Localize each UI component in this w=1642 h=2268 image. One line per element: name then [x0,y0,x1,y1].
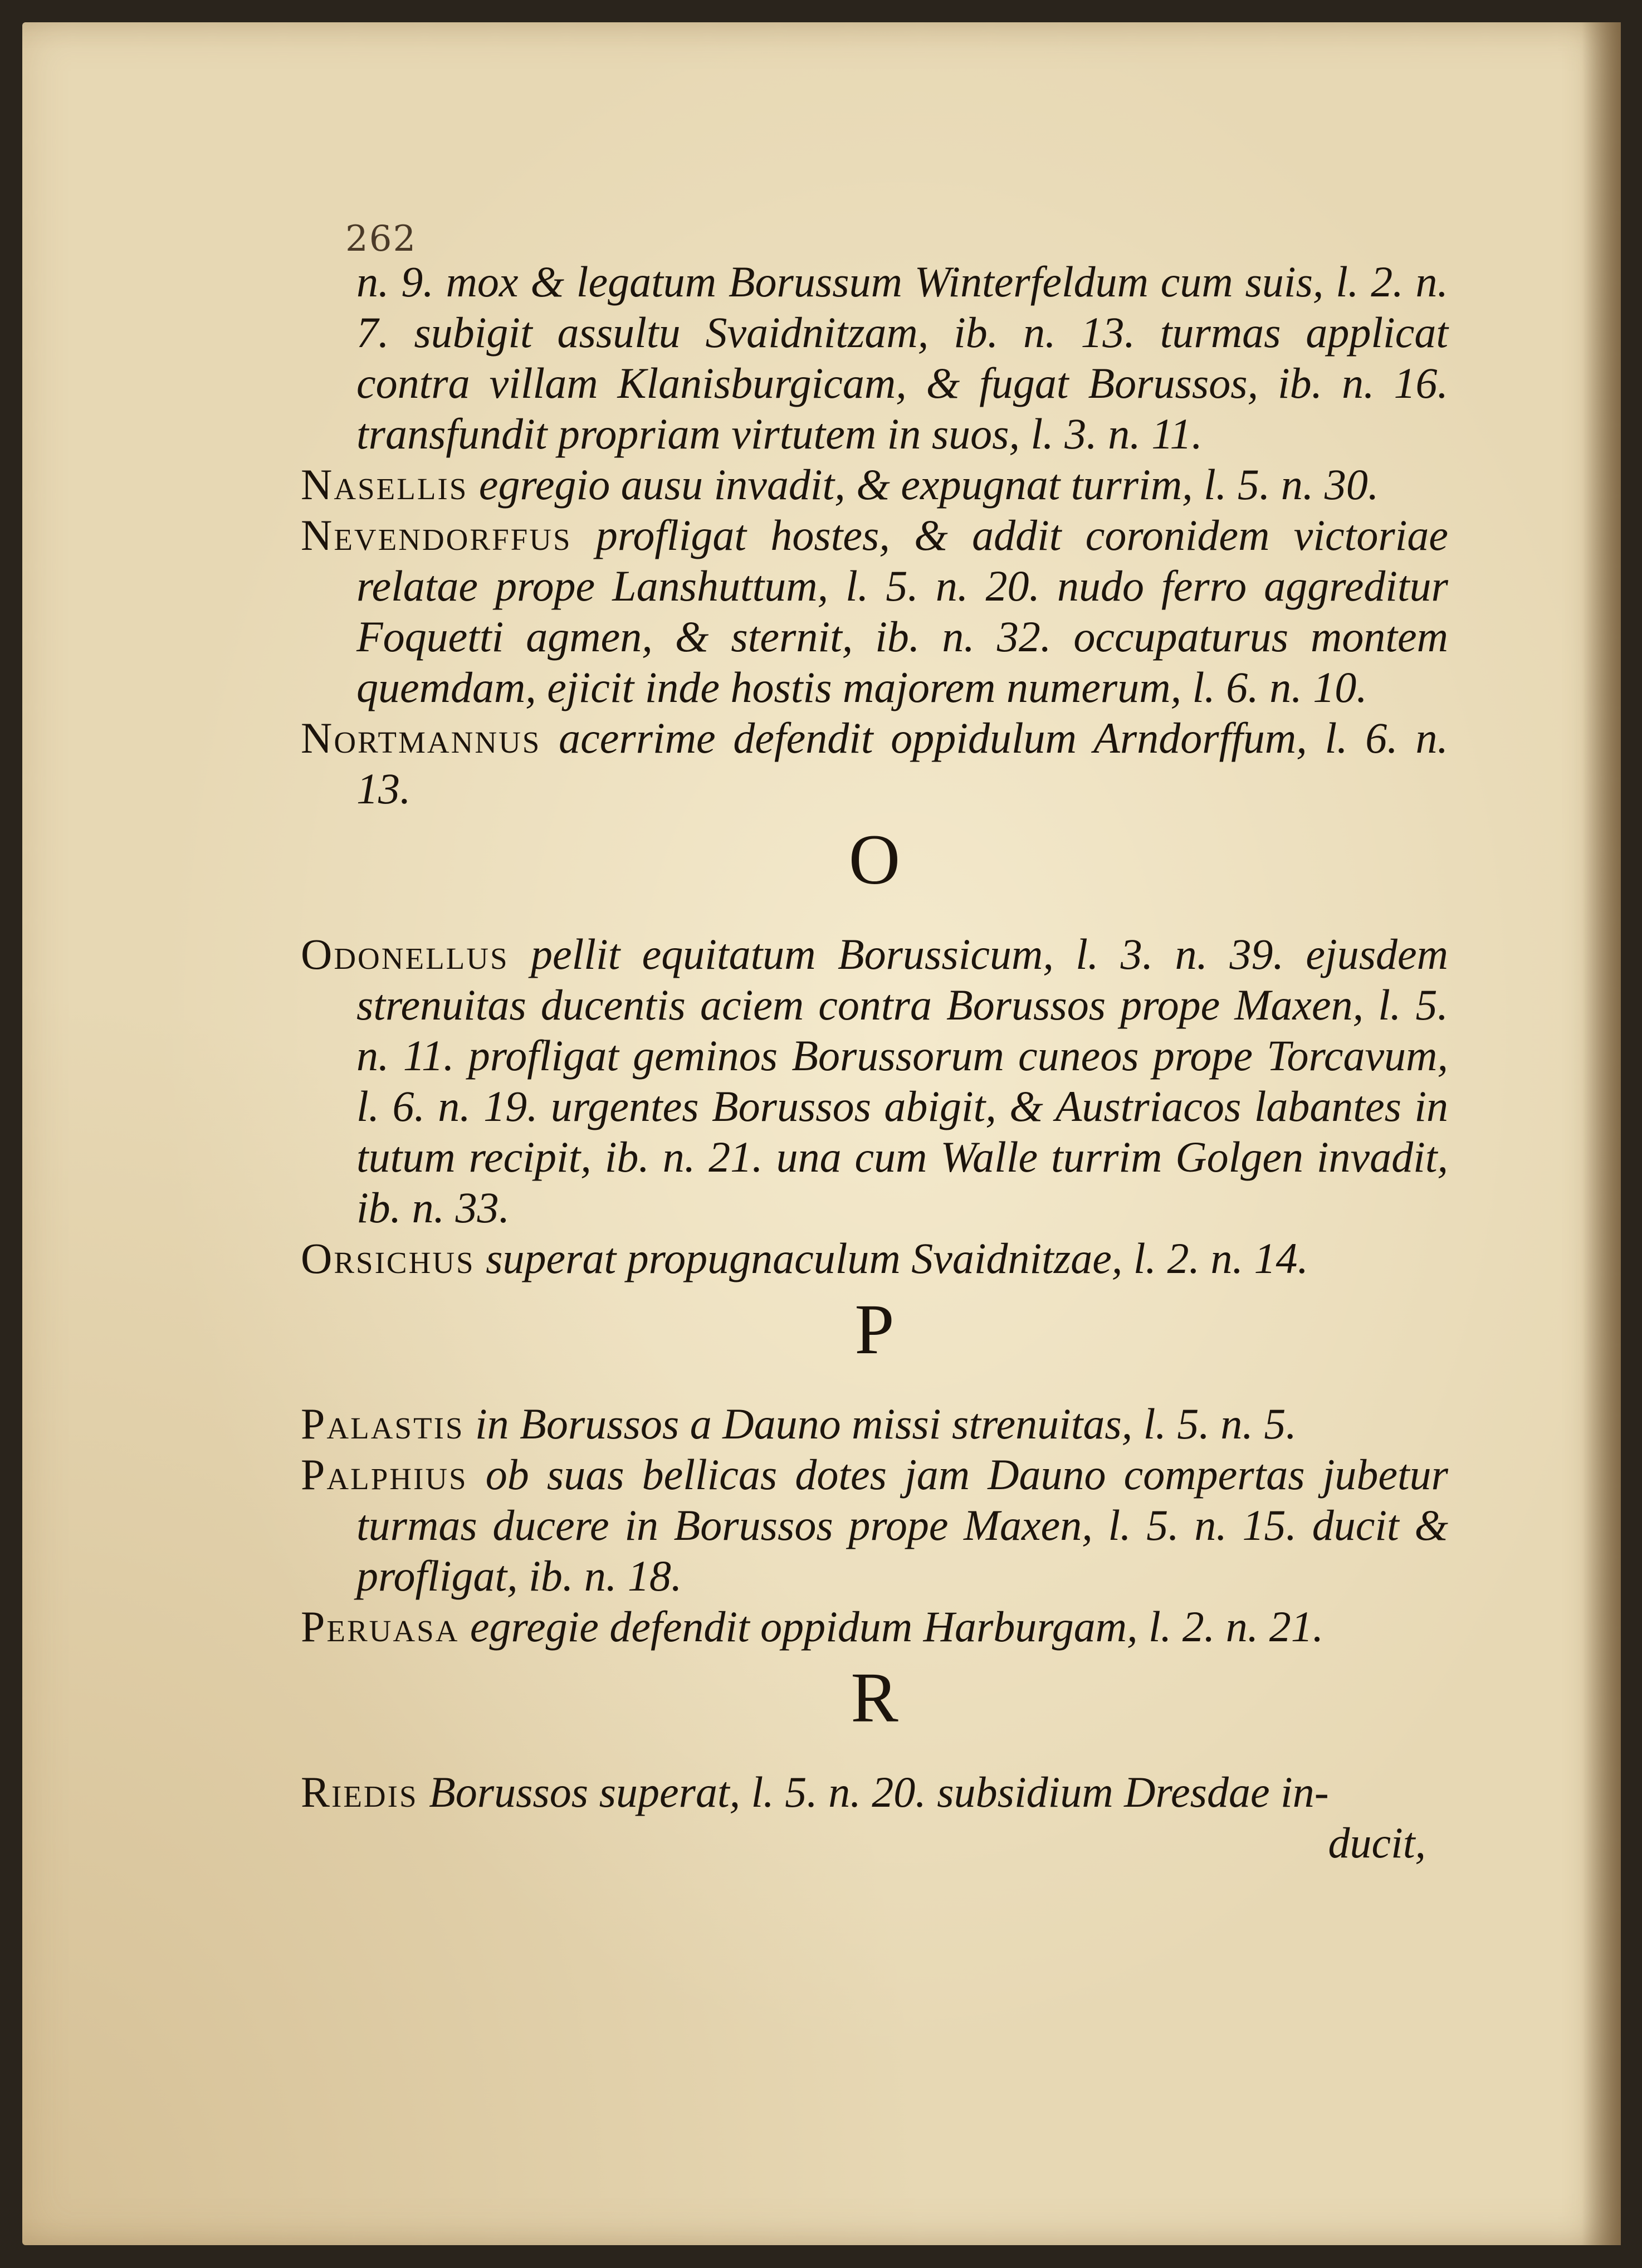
index-entry-orsichus [301,1233,1448,1284]
index-entry-palphius [301,1449,1448,1601]
section-letter-r: R [851,1658,898,1737]
entry-text: Borussos superat, l. 5. n. 20. subsidium Dresdae in- [429,1768,1329,1816]
index-text [301,256,1448,1868]
index-entry-nortmannus [301,713,1448,814]
page-number: 262 [345,218,417,260]
entry-name: Palastis [301,1399,465,1448]
page-gutter-shadow [1582,22,1621,2245]
index-entry-palastis [301,1398,1448,1449]
entry-text: in Borussos a Dauno missi strenuitas, l. 5. n. 5. [475,1399,1297,1448]
section-letter-p: P [854,1290,895,1369]
index-entry-odonellus [301,929,1448,1233]
index-entry-peruasa [301,1601,1448,1652]
entry-text: ob suas bellicas dotes jam Dauno compertas jubetur turmas ducere in Borussos prope Maxen, l. 5. n. 15. ducit & profligat, ib. n. 18. [356,1450,1449,1600]
entry-text: profligat hostes, & addit coronidem victoriae relatae prope Lanshuttum, l. 5. n. 20. nudo ferro aggreditur Foquetti agmen, & sternit, ib. n. 32. occupaturus montem quemdam, ejicit inde hostis majorem numerum, l. 6. n. 10. [356,511,1448,711]
entry-text: pellit equitatum Borussicum, l. 3. n. 39. ejusdem strenuitas ducentis aciem contra Borussos prope Maxen, l. 5. n. 11. profligat geminos Borussorum cuneos prope Torcavum, l. 6. n. 19. urgentes Borussos abigit, & Austriacos labantes in tutum recipit, ib. n. 21. una cum Walle turrim Golgen invadit, ib. n. 33. [356,930,1448,1232]
entry-text: superat propugnaculum Svaidnitzae, l. 2. n. 14. [486,1234,1308,1282]
entry-name: Peruasa [301,1602,460,1651]
index-entry-nasellis [301,459,1448,510]
index-entry-nevendorffus [301,510,1448,713]
entry-text-continuation: ducit, [1328,1818,1426,1867]
entry-name: Nortmannus [301,714,541,762]
entry-name: Nevendorffus [301,511,572,559]
entry-text: egregie defendit oppidum Harburgam, l. 2. n. 21. [470,1602,1324,1651]
entry-name: Orsichus [301,1234,475,1282]
entry-text: egregio ausu invadit, & expugnat turrim, l. 5. n. 30. [478,460,1379,509]
continued-entry: n. 9. mox & legatum Borussum Winterfeldum cum suis, l. 2. n. 7. subigit assultu Svaidnitzam, ib. n. 13. turmas applicat contra villam Klanisburgicam, & fugat Borussos, ib. n. 16. transfundit propriam virtutem in suos, l. 3. n. 11. [356,257,1448,458]
book-page [22,22,1621,2245]
entry-text: acerrime defendit oppidulum Arndorffum, l. 6. n. 13. [356,714,1448,813]
index-entry-riedis [301,1767,1448,1817]
entry-name: Palphius [301,1450,468,1499]
section-letter-o: O [848,820,901,899]
entry-name: Riedis [301,1768,418,1816]
entry-name: Odonellus [301,930,509,978]
entry-name: Nasellis [301,460,468,509]
